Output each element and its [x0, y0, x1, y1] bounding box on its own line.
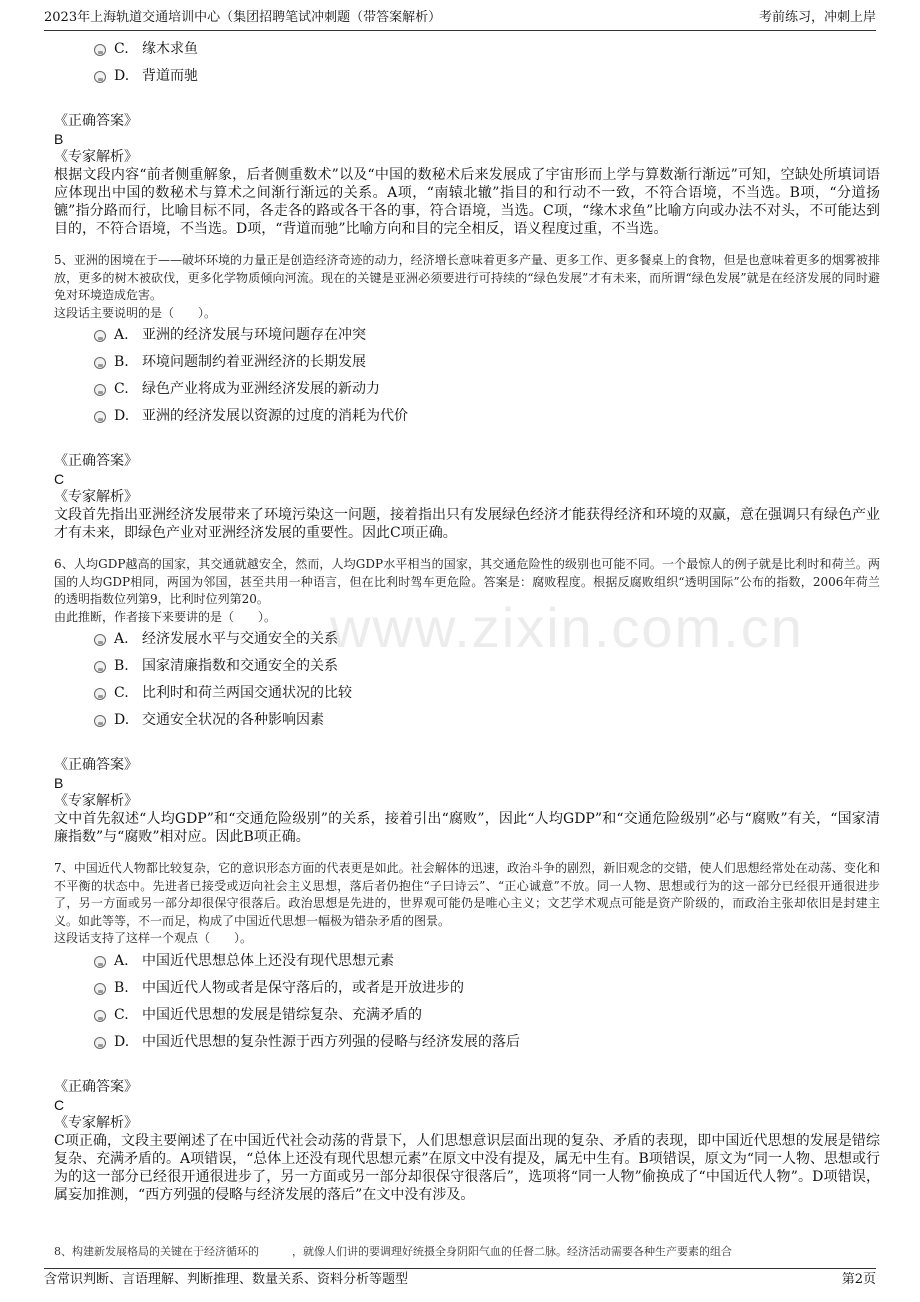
option-letter: C.: [114, 685, 129, 701]
radio-icon[interactable]: [94, 44, 106, 56]
radio-icon[interactable]: [94, 715, 106, 727]
option-letter: B.: [114, 354, 129, 370]
q5-answer-block: [54, 452, 880, 506]
answer-value: B: [54, 131, 64, 147]
option-text: 比利时和荷兰两国交通状况的比较: [142, 685, 352, 701]
q5-option-b[interactable]: [54, 349, 880, 376]
radio-icon[interactable]: [94, 1010, 106, 1022]
q5-prompt: 这段话主要说明的是（ ）。: [54, 305, 217, 320]
radio-icon[interactable]: [94, 71, 106, 83]
option-text: 亚洲的经济发展以资源的过度的消耗为代价: [142, 408, 408, 424]
q5-option-d[interactable]: [54, 403, 880, 430]
option-text: 环境问题制约着亚洲经济的长期发展: [142, 354, 366, 370]
q6-answer-block: [54, 756, 880, 810]
answer-label: 《正确答案》: [54, 453, 138, 469]
q7-prompt: 这段话支持了这样一个观点（ ）。: [54, 931, 253, 945]
option-letter: A.: [114, 952, 129, 969]
q6-explanation: 文中首先叙述“人均GDP”和“交通危险级别”的关系，接着引出“腐败”，因此“人均GDP”和“交通危险级别”必与“腐败”有关，“国家清廉指数”与“腐败”相对应。因此B项正确。: [54, 811, 880, 845]
header-slogan: 考前练习，冲刺上岸: [758, 10, 876, 25]
q6-stem: 6、人均GDP越高的国家，其交通就越安全，然而，人均GDP水平相当的国家，其交通危险性的级别也可能不同。一个最惊人的例子就是比利时和荷兰。两国的人均GDP相同，两国为邻国，甚至共用一种语言，但在比利时驾车更危险。答案是：腐败程度。根据反腐败组织“透明国际”公布的指数，2006年荷兰的透明指数位列第9，比利时位列第20。: [54, 557, 880, 606]
option-text: 亚洲的经济发展与环境问题存在冲突: [142, 327, 366, 343]
q6-option-c[interactable]: [54, 680, 880, 707]
option-text: 绿色产业将成为亚洲经济发展的新动力: [142, 381, 380, 397]
option-text: 中国近代人物或者是保守落后的，或者是开放进步的: [142, 979, 464, 996]
q7-option-b[interactable]: [54, 975, 880, 1002]
option-text: 背道而驰: [142, 68, 198, 84]
answer-value: C: [54, 471, 65, 487]
q4-options: [54, 36, 880, 90]
radio-icon[interactable]: [94, 634, 106, 646]
explanation-label: 《专家解析》: [54, 149, 138, 165]
page-footer: [44, 1268, 876, 1291]
question-8-stem-partial: 8、构建新发展格局的关键在于经济循环的 ，就像人们讲的要调理好统摄全身阴阳气血的任督二脉。经济活动需要各种生产要素的组合: [54, 1245, 732, 1258]
option-letter: A.: [114, 631, 129, 647]
option-text: 中国近代思想的发展是错综复杂、充满矛盾的: [142, 1006, 422, 1023]
q5-option-a[interactable]: [54, 322, 880, 349]
option-letter: D.: [114, 68, 130, 84]
radio-icon[interactable]: [94, 384, 106, 396]
q7-options: [54, 948, 880, 1056]
option-letter: A.: [114, 327, 129, 343]
question-4: [54, 36, 880, 238]
option-letter: D.: [114, 1033, 130, 1050]
q4-option-d[interactable]: [54, 63, 880, 90]
radio-icon[interactable]: [94, 661, 106, 673]
radio-icon[interactable]: [94, 1037, 106, 1049]
question-7: [54, 860, 880, 1204]
option-text: 经济发展水平与交通安全的关系: [142, 631, 338, 647]
q7-option-c[interactable]: [54, 1002, 880, 1029]
answer-label: 《正确答案》: [54, 1078, 138, 1095]
radio-icon[interactable]: [94, 330, 106, 342]
q5-stem: 5、亚洲的困境在于——破坏环境的力量正是创造经济奇迹的动力，经济增长意味着更多产量、更多工作、更多餐桌上的食物，但是也意味着更多的烟雾被排放，更多的树木被砍伐，更多化学物质倾向河流。现在的关键是亚洲必须要进行可持续的“绿色发展”才有未来，而所谓“绿色发展”就是在经济发展的同时避免对环境造成危害。: [54, 253, 880, 302]
q4-explanation: 根据文段内容“前者侧重解象，后者侧重数术”以及“中国的数秘术后来发展成了宇宙形而上学与算数渐行渐远”可知，空缺处所填词语应体现出中国的数秘术与算术之间渐行渐远的关系。A项，“南辕北辙”指目的和行动不一致，不符合语境，不当选。B项，“分道扬镳”指分路而行，比喻目标不同，各走各的路或各干各的事，符合语境，当选。C项，“缘木求鱼”比喻方向或办法不对头，不可能达到目的，不符合语境，不当选。D项，“背道而驰”比喻方向和目的完全相反，语义程度过重，不当选。: [54, 167, 880, 237]
footer-question-types: 含常识判断、言语理解、判断推理、数量关系、资料分析等题型: [44, 1272, 409, 1287]
explanation-label: 《专家解析》: [54, 1114, 138, 1131]
radio-icon[interactable]: [94, 983, 106, 995]
watermark: www.zixin.com.cn: [330, 596, 804, 659]
q6-option-d[interactable]: [54, 707, 880, 734]
q7-answer-block: [54, 1078, 880, 1132]
q7-explanation: C项正确，文段主要阐述了在中国近代社会动荡的背景下，人们思想意识层面出现的复杂、矛盾的表现，即中国近代思想的发展是错综复杂、充满矛盾的。A项错误，“总体上还没有现代思想元素”在原文中没有提及，属无中生有。B项错误，原文为“同一人物、思想或行为的这一部分已经很开通很进步了，另一方面或另一部分却很保守很落后”，选项将“同一人物”偷换成了“中国近代人物”。D项错误，属妄加推测，“西方列强的侵略与经济发展的落后”在文中没有涉及。: [54, 1132, 880, 1203]
option-letter: B.: [114, 658, 129, 674]
option-letter: C.: [114, 41, 129, 57]
option-letter: C.: [114, 381, 129, 397]
answer-label: 《正确答案》: [54, 113, 138, 129]
radio-icon[interactable]: [94, 411, 106, 423]
explanation-label: 《专家解析》: [54, 489, 138, 505]
q7-stem: 7、中国近代人物都比较复杂，它的意识形态方面的代表更是如此。社会解体的迅速，政治斗争的剧烈，新旧观念的交错，使人们思想经常处在动荡、变化和不平衡的状态中。先进者已接受或迈向社会主义思想，落后者仍抱住“子曰诗云”、“正心诚意”不放。同一人物、思想或行为的这一部分已经很开通很进步了，另一方面或另一部分却很保守很落后。政治思想是先进的，世界观可能仍是唯心主义；文艺学术观点可能是资产阶级的，而政治主张却依旧是封建主义。如此等等，不一而足，构成了中国近代思想一幅极为错杂矛盾的图景。: [54, 861, 880, 928]
radio-icon[interactable]: [94, 357, 106, 369]
page-content: [54, 36, 880, 1204]
answer-value: B: [54, 775, 64, 791]
option-letter: D.: [114, 408, 130, 424]
option-letter: B.: [114, 979, 129, 996]
option-text: 中国近代思想的复杂性源于西方列强的侵略与经济发展的落后: [142, 1033, 520, 1050]
option-text: 中国近代思想总体上还没有现代思想元素: [142, 952, 394, 969]
question-5: [54, 252, 880, 542]
option-text: 国家清廉指数和交通安全的关系: [142, 658, 338, 674]
option-text: 缘木求鱼: [142, 41, 198, 57]
radio-icon[interactable]: [94, 956, 106, 968]
q5-options: [54, 322, 880, 430]
radio-icon[interactable]: [94, 688, 106, 700]
q6-options: [54, 626, 880, 734]
q7-option-a[interactable]: [54, 948, 880, 975]
q4-answer-block: [54, 112, 880, 166]
q6-option-a[interactable]: [54, 626, 880, 653]
page-header: [44, 8, 876, 31]
answer-value: C: [54, 1096, 65, 1113]
page-number: 第2页: [841, 1272, 876, 1287]
question-6: [54, 556, 880, 846]
q6-prompt: 由此推断，作者接下来要讲的是（ ）。: [54, 609, 277, 624]
q5-explanation: 文段首先指出亚洲经济发展带来了环境污染这一问题，接着指出只有发展绿色经济才能获得经济和环境的双赢，意在强调只有绿色产业才有未来，即绿色产业对亚洲经济发展的重要性。因此C项正确。: [54, 507, 880, 541]
header-document-title: 2023年上海轨道交通培训中心（集团招聘笔试冲刺题（带答案解析）: [44, 10, 442, 25]
explanation-label: 《专家解析》: [54, 793, 138, 809]
q7-option-d[interactable]: [54, 1029, 880, 1056]
option-letter: C.: [114, 1006, 129, 1023]
option-letter: D.: [114, 712, 130, 728]
q4-option-c[interactable]: [54, 36, 880, 63]
q6-option-b[interactable]: [54, 653, 880, 680]
answer-label: 《正确答案》: [54, 757, 138, 773]
option-text: 交通安全状况的各种影响因素: [142, 712, 324, 728]
q5-option-c[interactable]: [54, 376, 880, 403]
